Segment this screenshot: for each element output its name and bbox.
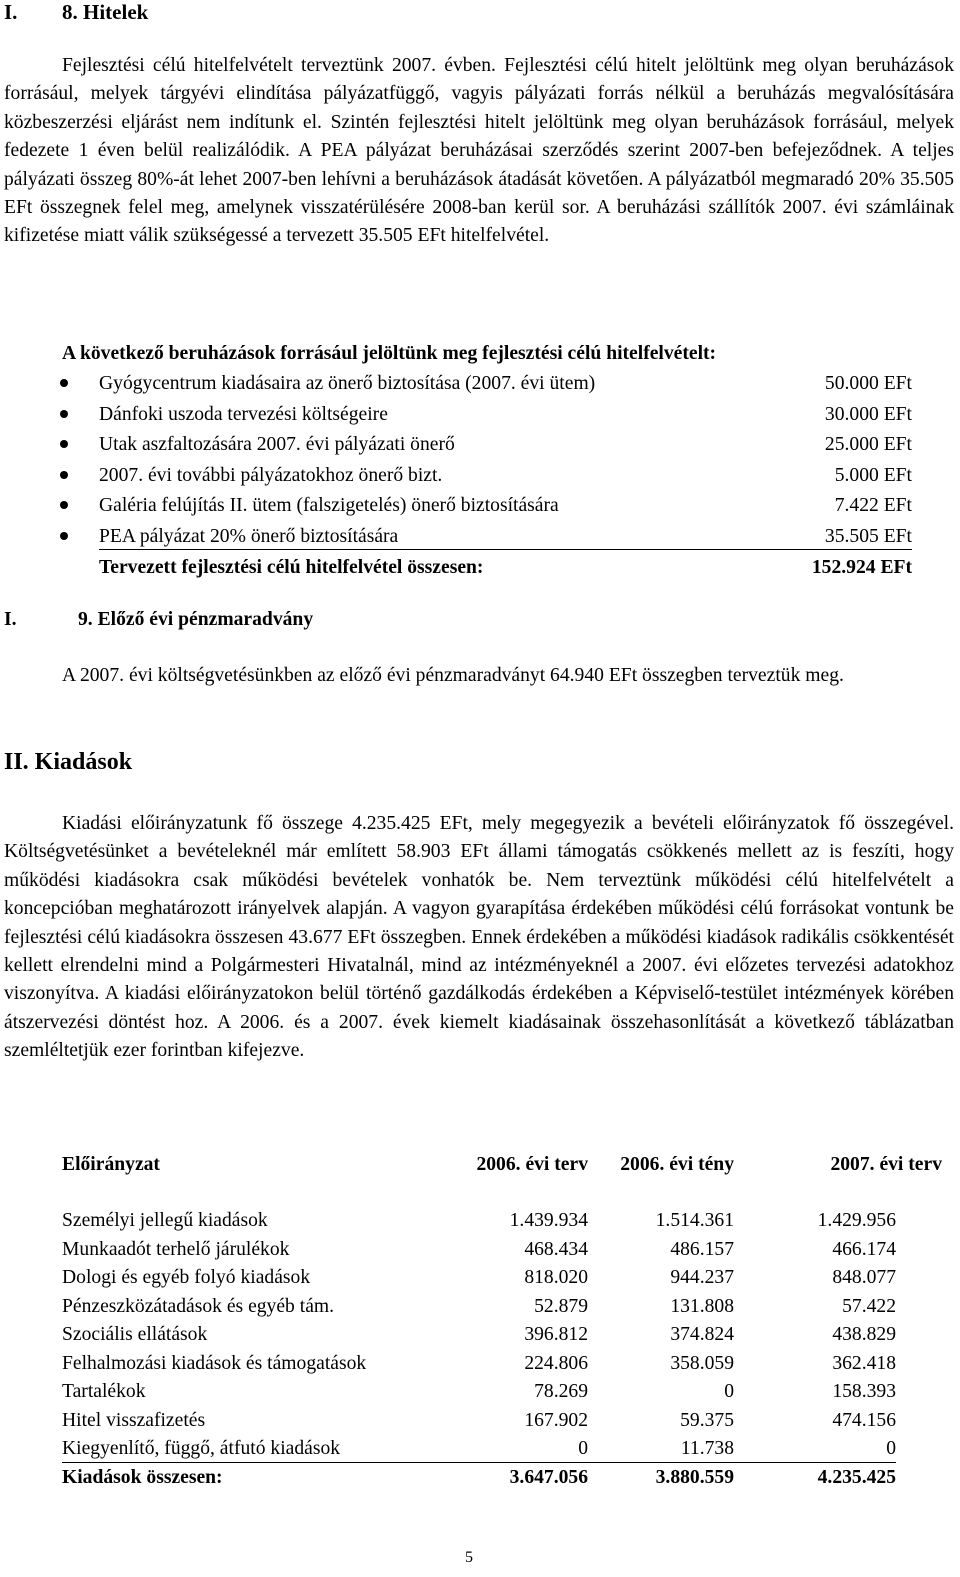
expense-table-header bbox=[62, 1151, 942, 1180]
list-item bbox=[60, 462, 912, 493]
page-number: 5 bbox=[465, 1549, 473, 1566]
section-8-paragraph: Fejlesztési célú hitelfelvételt terveztünk 2007. évben. Fejlesztési célú hitelt jelöltünk meg olyan beruházások forrásául, melyek tárgyévi elindítása pályázatfüggő, vagyis pályázati forrás nélkül a beruházás megvalósítására közbeszerzési eljárást nem indítunk el. Szintén fejlesztési hitelt jelöltünk meg olyan beruházások forrásául, melyek fedezete 1 éven belül realizálódik. A PEA pályázat beruházásai szerződés szerint 2007-ben befejeződnek. A teljes pályázati összeg 80%-át lehet 2007-ben lehívni a beruházások átadását követően. A pályázatból megmaradó 20% 35.505 EFt összegnek felel meg, amelynek visszatérülésére 2008-ban kerül sor. A beruházási szállítók 2007. évi számláinak kifizetése miatt válik szükségessé a tervezett 35.505 EFt hitelfelvétel. bbox=[4, 55, 954, 247]
table-total-cell: 3.647.056 bbox=[509, 1466, 588, 1488]
list-item-value: 25.000 EFt bbox=[824, 434, 912, 456]
table-cell: Pénzeszközátadások és egyéb tám. bbox=[62, 1295, 335, 1317]
table-divider bbox=[62, 1462, 896, 1463]
table-cell: 131.808 bbox=[670, 1295, 734, 1317]
table-cell: 438.829 bbox=[832, 1324, 896, 1345]
table-cell: 1.439.934 bbox=[509, 1210, 588, 1231]
investment-list bbox=[60, 370, 912, 584]
table-header-cell: 2006. évi terv bbox=[476, 1154, 588, 1175]
table-cell: 0 bbox=[886, 1438, 896, 1459]
list-item bbox=[60, 523, 912, 554]
table-cell: 474.156 bbox=[832, 1409, 896, 1431]
section-9-number: I. bbox=[4, 609, 17, 630]
table-cell: 167.902 bbox=[524, 1409, 588, 1431]
table-cell: 396.812 bbox=[524, 1324, 588, 1345]
table-total-cell: 4.235.425 bbox=[817, 1466, 896, 1488]
bullet-icon bbox=[60, 410, 68, 418]
table-row bbox=[62, 1407, 942, 1436]
table-cell: 59.375 bbox=[680, 1409, 734, 1431]
bullet-icon bbox=[60, 501, 68, 509]
table-row bbox=[62, 1321, 942, 1350]
list-item-value: 35.505 EFt bbox=[824, 525, 912, 547]
bullet-icon bbox=[60, 532, 68, 540]
bullet-icon bbox=[60, 471, 68, 479]
table-total-row bbox=[62, 1464, 942, 1493]
list-item-label: Utak aszfaltozására 2007. évi pályázati önerő bbox=[99, 434, 455, 456]
table-cell: 1.429.956 bbox=[817, 1210, 896, 1231]
table-row bbox=[62, 1435, 942, 1464]
table-cell: 0 bbox=[724, 1381, 734, 1402]
table-row bbox=[62, 1236, 942, 1265]
list-item bbox=[60, 370, 912, 401]
table-cell: 466.174 bbox=[832, 1238, 896, 1260]
table-cell: 358.059 bbox=[670, 1352, 734, 1374]
table-cell: 0 bbox=[578, 1438, 588, 1459]
list-divider bbox=[99, 549, 912, 550]
table-cell: Felhalmozási kiadások és támogatások bbox=[62, 1352, 367, 1374]
section-2-title: II. Kiadások bbox=[4, 749, 133, 775]
list-item bbox=[60, 431, 912, 462]
table-cell: 78.269 bbox=[534, 1381, 588, 1402]
table-row bbox=[62, 1350, 942, 1379]
section-8-number: I. bbox=[4, 0, 18, 24]
list-item bbox=[60, 492, 912, 523]
table-cell: 362.418 bbox=[832, 1352, 896, 1374]
table-total-cell: Kiadások összesen: bbox=[62, 1466, 223, 1488]
list-total-row bbox=[60, 554, 912, 585]
table-cell: 468.434 bbox=[524, 1238, 588, 1260]
list-item-value: 50.000 EFt bbox=[824, 373, 912, 394]
table-header-cell: 2007. évi terv bbox=[830, 1154, 942, 1175]
table-cell: Kiegyenlítő, függő, átfutó kiadások bbox=[62, 1438, 341, 1459]
bullet-icon bbox=[60, 440, 68, 448]
table-header-cell: 2006. évi tény bbox=[620, 1154, 734, 1175]
list-total-value: 152.924 EFt bbox=[811, 556, 912, 578]
table-cell: 848.077 bbox=[832, 1267, 896, 1288]
table-cell: 486.157 bbox=[670, 1238, 734, 1260]
section-2-paragraph: Kiadási előirányzatunk fő összege 4.235.425 EFt, mely megegyezik a bevételi előirányzatok fő összegével. Költségvetésünket a bevételeknél már említett 58.903 EFt állami támogatás csökkenés mellett az is feszíti, hogy működési kiadásokra csak működési bevételek vonhatók be. Nem terveztünk működési célú hitelfelvételt a koncepcióban meghatározott irányelvek alapján. A vagyon gyarapítása érdekében működési célú forrásokat vontunk be fejlesztési célú kiadásokra összesen 43.677 EFt összegben. Ennek érdekében a működési kiadások radikális csökkentését kellett elrendelni mind a Polgármesteri Hivatalnál, mind az intézményeknél a 2007. évi előzetes tervezési adatokhoz viszonyítva. A kiadási előirányzatokon belül történő gazdálkodás érdekében a Képviselő-testület intézmények körében átszervezési döntést hoz. A 2006. és a 2007. évek kiemelt kiadásainak összehasonlítását a következő táblázatban szemléltetjük ezer forintban kifejezve. bbox=[4, 813, 954, 1062]
table-row bbox=[62, 1264, 942, 1293]
table-cell: 374.824 bbox=[670, 1324, 734, 1345]
list-item-label: 2007. évi további pályázatokhoz önerő bizt. bbox=[99, 464, 443, 486]
section-9-paragraph: A 2007. évi költségvetésünkben az előző évi pénzmaradványt 64.940 EFt összegben terveztük meg. bbox=[62, 665, 844, 686]
section-9-title: 9. Előző évi pénzmaradvány bbox=[78, 609, 314, 630]
table-cell: 1.514.361 bbox=[655, 1210, 734, 1231]
table-cell: Személyi jellegű kiadások bbox=[62, 1210, 268, 1231]
list-item-label: Galéria felújítás II. ütem (falszigetelés) önerő biztosítására bbox=[99, 495, 559, 517]
table-cell: 57.422 bbox=[842, 1295, 896, 1317]
section-8-title: 8. Hitelek bbox=[62, 0, 149, 24]
list-item-value: 7.422 EFt bbox=[834, 495, 912, 517]
table-cell: Hitel visszafizetés bbox=[62, 1409, 206, 1431]
table-cell: Tartalékok bbox=[62, 1381, 146, 1402]
table-cell: Dologi és egyéb folyó kiadások bbox=[62, 1267, 311, 1288]
table-cell: Szociális ellátások bbox=[62, 1324, 208, 1345]
list-item-label: Dánfoki uszoda tervezési költségeire bbox=[99, 403, 388, 425]
list-total-label: Tervezett fejlesztési célú hitelfelvétel összesen: bbox=[99, 556, 484, 578]
table-cell: 52.879 bbox=[534, 1295, 588, 1317]
table-cell: 158.393 bbox=[832, 1381, 896, 1402]
list-item bbox=[60, 401, 912, 432]
table-header-cell: Előirányzat bbox=[62, 1154, 160, 1175]
table-row bbox=[62, 1293, 942, 1322]
table-cell: 944.237 bbox=[670, 1267, 734, 1288]
table-total-cell: 3.880.559 bbox=[655, 1466, 734, 1488]
table-cell: 224.806 bbox=[524, 1352, 588, 1374]
table-cell: 818.020 bbox=[524, 1267, 588, 1288]
list-heading: A következő beruházások forrásául jelöltünk meg fejlesztési célú hitelfelvételt: bbox=[62, 343, 717, 364]
list-item-value: 5.000 EFt bbox=[834, 464, 912, 486]
list-item-label: Gyógycentrum kiadásaira az önerő biztosítása (2007. évi ütem) bbox=[99, 373, 596, 394]
table-row bbox=[62, 1378, 942, 1407]
list-item-label: PEA pályázat 20% önerő biztosítására bbox=[99, 525, 399, 547]
table-row bbox=[62, 1207, 942, 1236]
table-cell: Munkaadót terhelő járulékok bbox=[62, 1238, 290, 1260]
table-cell: 11.738 bbox=[680, 1438, 734, 1459]
bullet-icon bbox=[60, 379, 68, 387]
list-item-value: 30.000 EFt bbox=[824, 403, 912, 425]
expense-table-body bbox=[62, 1207, 942, 1492]
